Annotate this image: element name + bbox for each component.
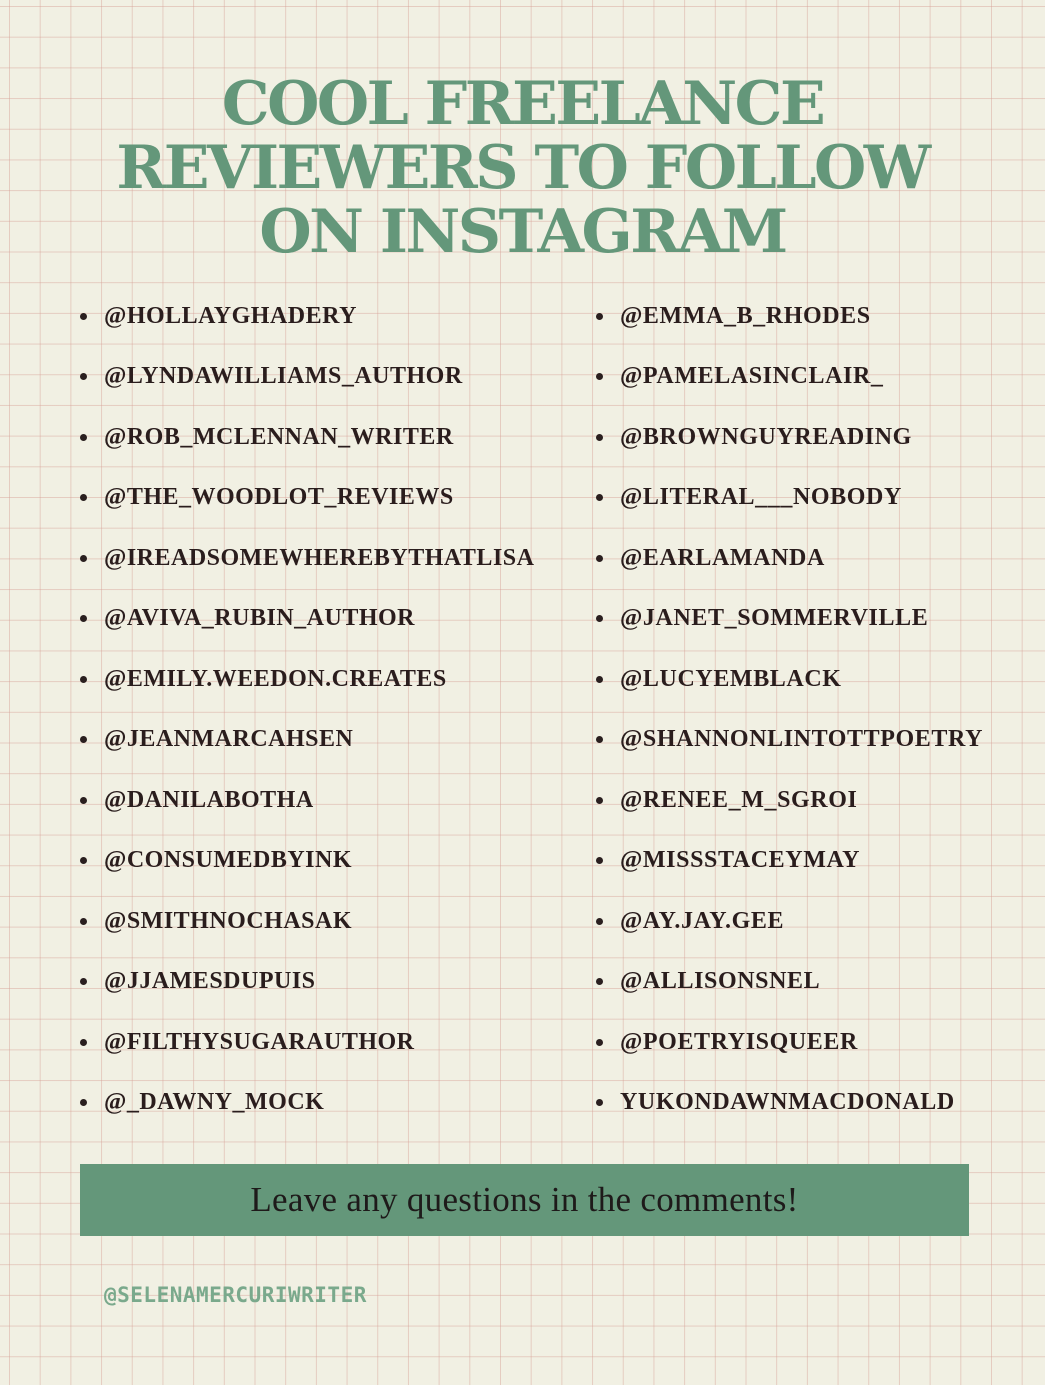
instagram-handle: @ROB_MCLENNAN_WRITER	[104, 423, 454, 450]
bullet-icon	[80, 857, 87, 864]
banner-text: Leave any questions in the comments!	[250, 1180, 799, 1219]
list-item	[596, 589, 1036, 650]
instagram-handle: @BROWNGUYREADING	[620, 423, 912, 450]
list-item	[596, 468, 1036, 529]
bullet-icon	[80, 978, 87, 985]
instagram-handle: @POETRYISQUEER	[620, 1028, 858, 1055]
instagram-handle: @JEANMARCAHSEN	[104, 726, 354, 753]
instagram-handle: @LUCYEMBLACK	[620, 665, 842, 692]
list-item	[596, 407, 1036, 468]
list-item	[596, 286, 1036, 347]
list-item	[80, 649, 585, 710]
bullet-icon	[596, 918, 603, 925]
list-item	[80, 710, 585, 771]
bullet-icon	[80, 676, 87, 683]
list-item	[80, 1073, 585, 1134]
list-item	[80, 468, 585, 529]
bullet-icon	[596, 978, 603, 985]
bullet-icon	[80, 736, 87, 743]
instagram-handle: @THE_WOODLOT_REVIEWS	[104, 484, 454, 511]
instagram-handle: @SMITHNOCHASAK	[104, 907, 353, 934]
instagram-handle: @HOLLAYGHADERY	[104, 302, 357, 329]
bullet-icon	[80, 555, 87, 562]
bullet-icon	[596, 494, 603, 501]
bullet-icon	[80, 1099, 87, 1106]
bullet-icon	[596, 736, 603, 743]
instagram-handle: @_DAWNY_MOCK	[104, 1089, 325, 1116]
list-item	[80, 528, 585, 589]
instagram-handle: @RENEE_M_SGROI	[620, 786, 858, 813]
bullet-icon	[80, 615, 87, 622]
bullet-icon	[596, 1099, 603, 1106]
instagram-handle: @JANET_SOMMERVILLE	[620, 605, 929, 632]
bullet-icon	[596, 797, 603, 804]
list-item	[80, 891, 585, 952]
list-item	[596, 710, 1036, 771]
instagram-handle: @MISSSTACEYMAY	[620, 847, 861, 874]
list-item	[596, 528, 1036, 589]
list-item	[596, 1012, 1036, 1073]
instagram-handle: @PAMELASINCLAIR_	[620, 363, 884, 390]
instagram-handle: @SHANNONLINTOTTPOETRY	[620, 726, 984, 753]
instagram-handle: @LYNDAWILLIAMS_AUTHOR	[104, 363, 463, 390]
bullet-icon	[596, 434, 603, 441]
reviewer-list-left	[80, 286, 585, 1133]
list-item	[596, 1073, 1036, 1134]
instagram-handle: @LITERAL___NOBODY	[620, 484, 902, 511]
bullet-icon	[596, 373, 603, 380]
bullet-icon	[596, 615, 603, 622]
reviewer-list-right	[596, 286, 1036, 1133]
list-item	[80, 952, 585, 1013]
list-item	[80, 589, 585, 650]
instagram-handle: YUKONDAWNMACDONALD	[620, 1089, 955, 1116]
list-item	[80, 286, 585, 347]
list-item	[80, 407, 585, 468]
list-item	[596, 831, 1036, 892]
instagram-handle: @JJAMESDUPUIS	[104, 968, 316, 995]
bullet-icon	[596, 313, 603, 320]
title-line-1: COOL FREELANCE	[221, 69, 824, 139]
instagram-handle: @ALLISONSNEL	[620, 968, 821, 995]
instagram-handle: @EARLAMANDA	[620, 544, 825, 571]
bullet-icon	[80, 918, 87, 925]
title-line-2: REVIEWERS TO FOLLOW	[116, 133, 929, 203]
instagram-handle: @AY.JAY.GEE	[620, 907, 785, 934]
title-line-3: ON INSTAGRAM	[259, 197, 786, 267]
bullet-icon	[596, 1039, 603, 1046]
author-credit: @SELENAMERCURIWRITER	[104, 1283, 367, 1307]
bullet-icon	[80, 373, 87, 380]
comments-banner	[80, 1164, 969, 1236]
bullet-icon	[80, 494, 87, 501]
bullet-icon	[596, 555, 603, 562]
bullet-icon	[596, 857, 603, 864]
list-item	[80, 770, 585, 831]
instagram-handle: @CONSUMEDBYINK	[104, 847, 353, 874]
list-item	[596, 347, 1036, 408]
list-item	[80, 1012, 585, 1073]
bullet-icon	[80, 1039, 87, 1046]
instagram-handle: @EMMA_B_RHODES	[620, 302, 871, 329]
list-item	[596, 952, 1036, 1013]
list-item	[80, 347, 585, 408]
bullet-icon	[80, 434, 87, 441]
list-item	[596, 649, 1036, 710]
list-item	[596, 891, 1036, 952]
instagram-handle: @IREADSOMEWHEREBYTHATLISA	[104, 544, 535, 571]
page-title	[40, 69, 1005, 267]
bullet-icon	[80, 797, 87, 804]
bullet-icon	[80, 313, 87, 320]
bullet-icon	[596, 676, 603, 683]
list-item	[80, 831, 585, 892]
list-item	[596, 770, 1036, 831]
instagram-handle: @DANILABOTHA	[104, 786, 314, 813]
instagram-handle: @AVIVA_RUBIN_AUTHOR	[104, 605, 415, 632]
instagram-handle: @FILTHYSUGARAUTHOR	[104, 1028, 415, 1055]
instagram-handle: @EMILY.WEEDON.CREATES	[104, 665, 447, 692]
